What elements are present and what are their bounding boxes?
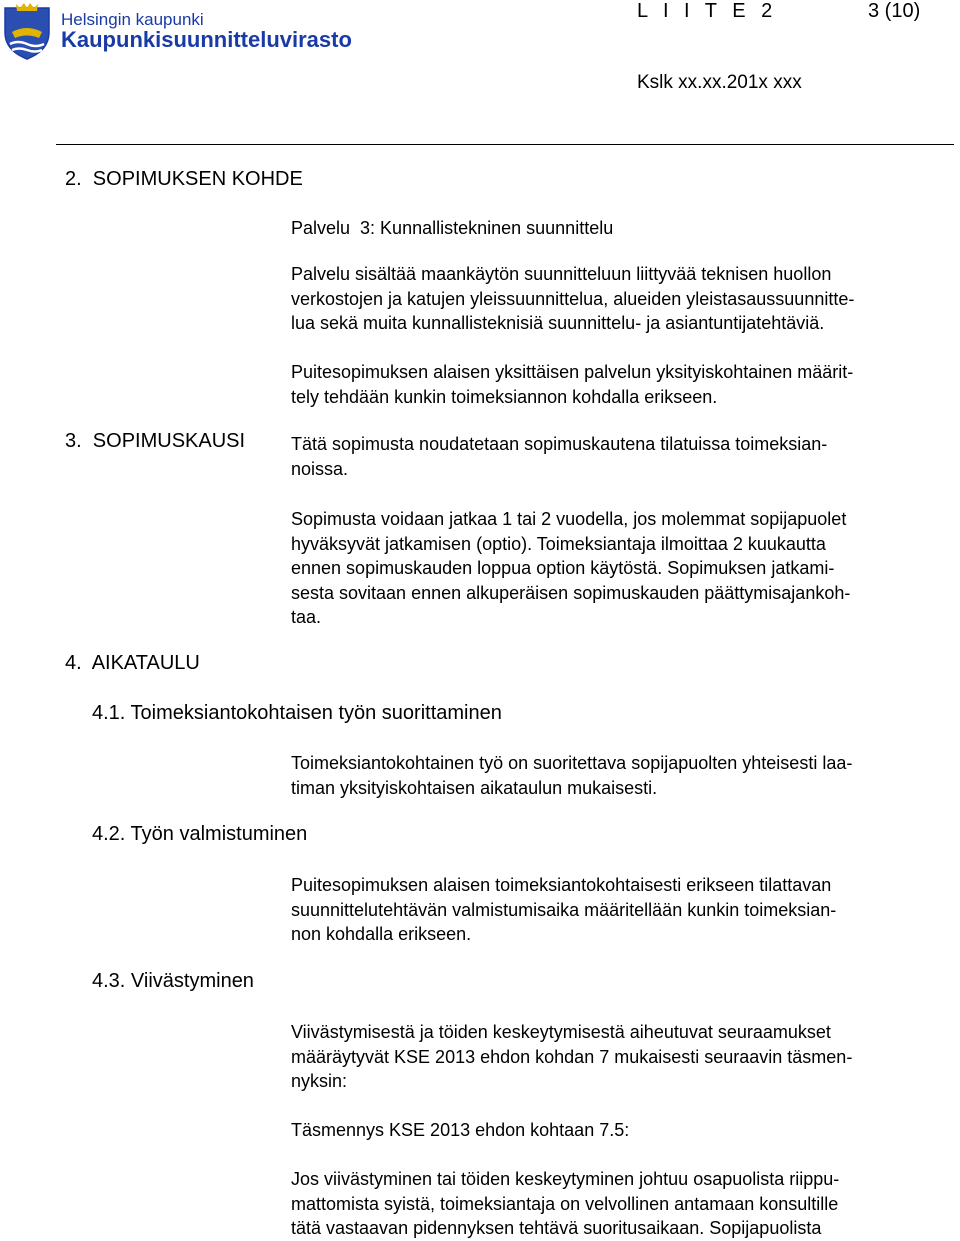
paragraph-4-3-consequences: Viivästymisestä ja töiden keskeytymisestä aiheutuvat seuraamukset määräytyvät KSE 2013 ehdon kohdan 7 mukaisesti seuraavin täsmen- nyksin: (291, 1022, 853, 1091)
attachment-label: L I I T E 2 (637, 0, 778, 22)
paragraph-4-1: Toimeksiantokohtainen työ on suoritettava sopijapuolten yhteisesti laa- timan yksityiskohtaisen aikataulun mukaisesti. (291, 753, 853, 798)
subsection-heading-4-2: 4.2. Työn valmistuminen (92, 823, 308, 845)
paragraph-4-3-extension: Jos viivästyminen tai töiden keskeytyminen johtuu osapuolista riippu- mattomista syistä, toimeksiantaja on velvollinen antamaan konsultille tätä vastaavan pidennyksen tehtävä suoritusaikaan. Sopijapuolista (291, 1169, 840, 1238)
paragraph-contract-period: Tätä sopimusta noudatetaan sopimuskautena tilatuissa toimeksian- noissa. (291, 434, 828, 479)
paragraph-4-2: Puitesopimuksen alaisen toimeksiantokohtaisesti erikseen tilattavan suunnittelutehtävän valmistumisaika määritellään kunkin toimeksian- non kohdalla erikseen. (291, 875, 837, 944)
page-number: 3 (10) (868, 0, 921, 22)
subsection-heading-4-3: 4.3. Viivästyminen (92, 970, 254, 992)
subsection-heading-4-1: 4.1. Toimeksiantokohtaisen työn suorittaminen (92, 702, 502, 724)
section-heading-3: 3. SOPIMUSKAUSI (65, 430, 246, 452)
service-title: Palvelu 3: Kunnallistekninen suunnittelu (291, 218, 614, 238)
department-name: Kaupunkisuunnitteluvirasto (61, 27, 352, 52)
section-heading-4: 4. AIKATAULU (65, 652, 200, 674)
service-description: Palvelu sisältää maankäytön suunnitteluun liittyvää teknisen huollon verkostojen ja katujen yleissuunnittelua, alueiden yleistasaussuunnitte- lua sekä muita kunnallisteknisiä suunnittelu- ja asiantuntijatehtäviä. (291, 264, 855, 333)
paragraph-option: Sopimusta voidaan jatkaa 1 tai 2 vuodella, jos molemmat sopijapuolet hyväksyvät jatkamisen (optio). Toimeksiantaja ilmoittaa 2 kuukautta ennen sopimuskauden loppua option käytöstä. Sopimuksen jatkami- sesta sovitaan ennen alkuperäisen sopimuskauden päättymisajankoh- taa. (291, 509, 851, 627)
header-divider (56, 144, 954, 145)
organization-name: Helsingin kaupunki (61, 10, 204, 29)
section-heading-2: 2. SOPIMUKSEN KOHDE (65, 168, 303, 190)
paragraph-specification: Puitesopimuksen alaisen yksittäisen palvelun yksityiskohtainen määrit- tely tehdään kunkin toimeksiannon kohdalla erikseen. (291, 362, 854, 407)
helsinki-crest-icon (2, 2, 52, 60)
document-reference: Kslk xx.xx.201x xxx (637, 72, 802, 93)
paragraph-4-3-clarification: Täsmennys KSE 2013 ehdon kohtaan 7.5: (291, 1120, 630, 1140)
